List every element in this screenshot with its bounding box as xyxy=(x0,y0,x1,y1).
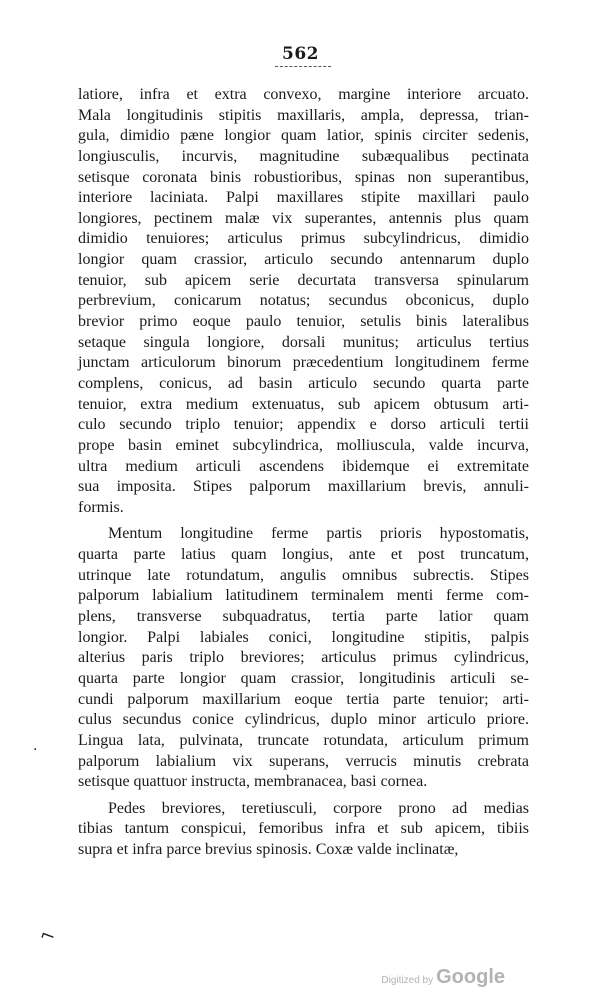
text-line: junctam articulorum binorum præcedentium longitudinem ferme xyxy=(78,354,529,372)
text-line: longior. Palpi labiales conici, longitudine stipitis, palpis xyxy=(78,628,529,646)
text-line: culus secundus conice cylindricus, duplo minor articulo priore. xyxy=(78,711,529,729)
text-line: prope basin eminet subcylindrica, molliuscula, valde incurva, xyxy=(78,436,529,454)
text-line: quarta parte latius quam longius, ante et post truncatum, xyxy=(78,546,529,564)
text-line: tibias tantum conspicui, femoribus infra et sub apicem, tibiis xyxy=(78,820,529,838)
text-line: longior quam crassior, articulo secundo antennarum duplo xyxy=(78,251,529,269)
margin-dot: · xyxy=(33,742,38,758)
paragraph xyxy=(78,524,529,792)
text-line: Lingua lata, pulvinata, truncate rotundata, articulum primum xyxy=(78,731,529,749)
watermark-prefix: Digitized by xyxy=(381,975,434,986)
text-line: culo secundo triplo tenuior; appendix e dorso articuli tertii xyxy=(78,416,529,434)
page-number: 562 xyxy=(282,44,319,64)
text-line: tenuior, extra medium extenuatus, sub apicem obtusum arti- xyxy=(78,395,529,413)
margin-scribble-mark: ⌐ xyxy=(36,924,59,949)
digitized-watermark xyxy=(381,966,505,989)
paragraph xyxy=(78,85,529,518)
text-line: longiusculis, incurvis, magnitudine subæqualibus pectinata xyxy=(78,147,529,165)
page-number-rule xyxy=(275,66,331,67)
text-line: cundi palporum maxillarium eoque tertia parte tenuior; arti- xyxy=(78,690,529,708)
text-line: tenuior, sub apicem serie decurtata transversa spinularum xyxy=(78,271,529,289)
text-line: Mala longitudinis stipitis maxillaris, ampla, depressa, trian- xyxy=(78,106,529,124)
text-line: quarta parte longior quam crassior, longitudinis articuli se- xyxy=(78,669,529,687)
text-line: plens, transverse subquadratus, tertia parte latior quam xyxy=(78,608,529,626)
text-line: gula, dimidio pæne longior quam latior, spinis circiter sedenis, xyxy=(78,127,529,145)
text-line: interiore laciniata. Palpi maxillares stipite maxillari paulo xyxy=(78,189,529,207)
text-line: brevior primo eoque paulo tenuior, setulis binis lateralibus xyxy=(78,313,529,331)
text-line: Pedes breviores, teretiusculi, corpore prono ad medias xyxy=(108,799,529,817)
text-line: latiore, infra et extra convexo, margine interiore arcuato. xyxy=(78,86,529,103)
text-line: ultra medium articuli ascendens ibidemque ei extremitate xyxy=(78,457,529,475)
text-line: palporum labialium vix superans, verrucis minutis crebrata xyxy=(78,752,529,770)
text-line: setaque singula longiore, dorsali munitus; articulus tertius xyxy=(78,333,529,351)
text-line: longiores, pectinem malæ vix superantes, antennis plus quam xyxy=(78,209,529,227)
text-line: supra et infra parce brevius spinosis. Coxæ valde inclinatæ, xyxy=(78,841,459,859)
text-line: formis. xyxy=(78,498,124,516)
google-logo: Google xyxy=(436,966,505,988)
body-text xyxy=(78,85,529,861)
text-line: dimidio tenuiores; articulus primus subcylindricus, dimidio xyxy=(78,230,529,248)
text-line: perbrevium, conicarum notatus; secundus obconicus, duplo xyxy=(78,292,529,310)
text-line: alterius paris triplo breviores; articulus primus cylindricus, xyxy=(78,649,529,667)
text-line: utrinque late rotundatum, angulis omnibus subrectis. Stipes xyxy=(78,566,529,584)
paragraph xyxy=(78,799,529,861)
text-line: sua imposita. Stipes palporum maxillarium brevis, annuli- xyxy=(78,478,529,496)
text-line: Mentum longitudine ferme partis prioris hypostomatis, xyxy=(108,525,529,543)
text-line: setisque coronata binis robustioribus, spinas non superantibus, xyxy=(78,168,529,186)
text-line: palporum labialium latitudinem terminalem menti ferme com- xyxy=(78,587,529,605)
text-line: complens, conicus, ad basin articulo secundo quarta parte xyxy=(78,374,529,392)
text-line: setisque quattuor instructa, membranacea, basi cornea. xyxy=(78,773,428,791)
